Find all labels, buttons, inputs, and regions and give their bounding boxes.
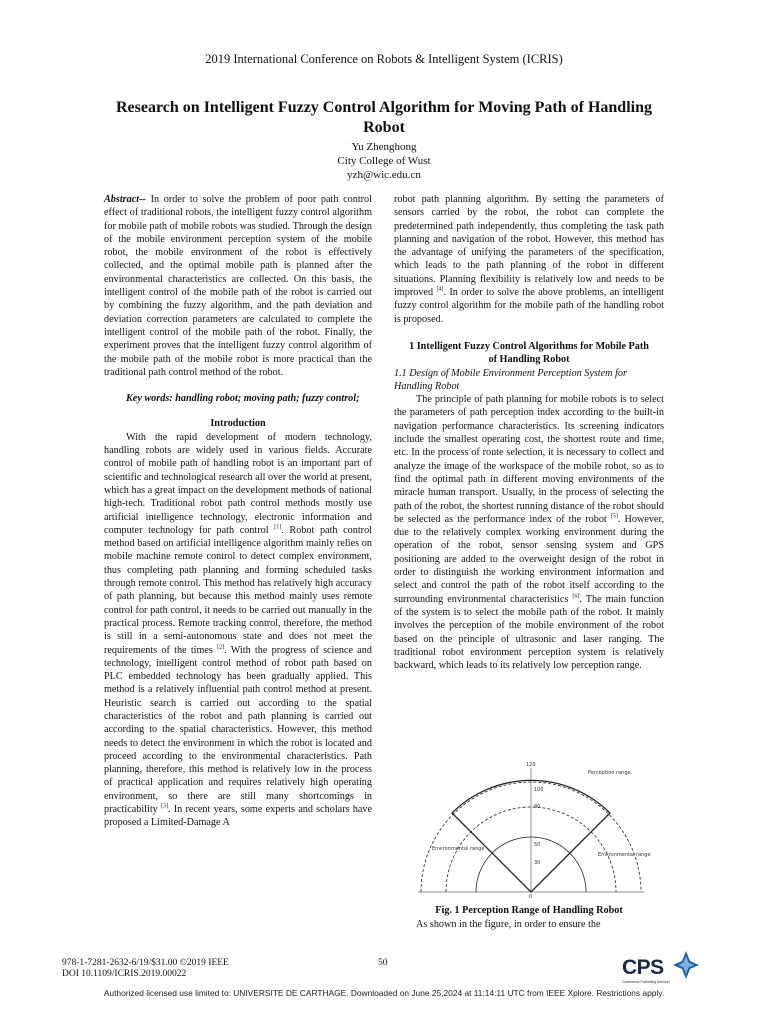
intro-text-3: . With the progress of science and technology, intelligent control method of robot path based on PLC embedded technology has been gradually applied. This method is a relatively influential path control method at present. Heuristic search is carried out according to the spatial characteristics of the robot and path planning is carried out according to the spatial characteristics. However, this method needs to detect the environment in which the robot is located and proceed according to the environmental characteristics. Path planning, therefore, this method is relatively low in the process of practical application and requires relatively high operating environment, so there are still many shortcomings in practicability bbox=[104, 644, 372, 816]
fig-label-0: 0 bbox=[529, 894, 533, 900]
fig-env-right-label: Environmental range bbox=[598, 852, 651, 858]
introduction-heading: Introduction bbox=[210, 418, 266, 430]
cps-logo-text: CPS bbox=[622, 956, 664, 979]
left-column bbox=[104, 193, 372, 830]
citation-1: [1] bbox=[274, 524, 282, 531]
abstract-label: Abstract-- bbox=[104, 194, 146, 205]
footer-doi: DOI 10.1109/ICRIS.2019.00022 bbox=[62, 969, 187, 979]
intro-text-2: . Robot path control method based on artificial intelligence algorithm mainly relies on mobile machine remote control to detect complex environment, thus completing path planning and forming scheduled tasks through remote control. This method has relatively high accuracy of path planning, but because this method mainly uses remote control for path control, it needs to be carried out manually in the practical process. Remote tracking control, therefore, the method is still in a semi-autonomous state and does not meet the requirements of the times bbox=[104, 524, 372, 656]
keywords-text: handling robot; moving path; fuzzy control; bbox=[172, 393, 360, 405]
conference-header: 2019 International Conference on Robots & Intelligent System (ICRIS) bbox=[205, 52, 563, 66]
section-1-heading: 1 Intelligent Fuzzy Control Algorithms for Mobile Path of Handling Robot bbox=[409, 340, 649, 366]
after-figure-text: As shown in the figure, in order to ensure the bbox=[416, 919, 601, 930]
fig-env-left-label: Environmental range bbox=[432, 846, 485, 852]
author-block bbox=[0, 140, 768, 182]
keywords-label: Key words: bbox=[126, 393, 173, 405]
abstract bbox=[104, 193, 372, 379]
fig-label-80: 80 bbox=[534, 804, 541, 810]
subsection-1-1-heading: 1.1 Design of Mobile Environment Perception System for Handling Robot bbox=[394, 367, 627, 392]
perception-range-figure bbox=[418, 758, 651, 900]
paper-title: Research on Intelligent Fuzzy Control Algorithm for Moving Path of Handling Robot bbox=[116, 99, 652, 136]
intro-text-4: . In recent years, some experts and scholars have proposed a Limited-Damage A bbox=[104, 804, 373, 829]
intro-text-1: With the rapid development of modern technology, handling robots are widely used in various fields. Accurate control of mobile path of handling robot is an important part of scientific and technological research all over the world at present, which has a great impact on the development methods of national high-tech. Traditional robot path control methods mostly use artificial intelligence technology, electronic information and computer technology for path control bbox=[104, 431, 372, 536]
fig-label-50: 50 bbox=[534, 842, 541, 848]
citation-4: [4] bbox=[436, 286, 444, 293]
figure-caption: Fig. 1 Perception Range of Handling Robot bbox=[435, 905, 623, 916]
s1-text-a: The principle of path planning for mobile robots is to select the parameters of path perception index according to the built-in navigation performance characteristics. Its screening indicators include the smallest operating cost, the shortest route and time, etc. In the process of route selection, it is necessary to collect and analyze the image of the workspace of the mobile robot, so as to find the optimal path in different moving environments of the miracle human transport. Usually, in the process of selecting the path of the robot, the shortest running distance of the robot should be selected as the performance index of the robot bbox=[394, 394, 664, 525]
cps-star-icon bbox=[672, 950, 700, 980]
author-email: yzh@wic.edu.cn bbox=[347, 169, 421, 181]
citation-2: [2] bbox=[217, 644, 225, 651]
citation-6: [6] bbox=[572, 593, 580, 600]
fig-perception-label: Perception range bbox=[588, 770, 631, 776]
introduction-paragraph bbox=[104, 431, 372, 830]
abstract-text: In order to solve the problem of poor path control effect of traditional robots, the intelligent fuzzy control algorithm for mobile path of mobile robots was studied. Through the design of the mobile environment perception system of the mobile robot, the mobile environment of the robot is effectively collected, and the optimal mobile path is planned after the environmental characteristics are collected. On this basis, the intelligent control of the mobile path of the robot is carried out by combining the fuzzy algorithm, and the path deviation and deviation correction parameters are calculated to complete the intelligent control of the mobile path of the robot. Finally, the experiment proves that the intelligent fuzzy control algorithm of the mobile path of the mobile robot is more practical than the traditional path control method of the robot. bbox=[104, 194, 372, 378]
authorized-use-notice: Authorized licensed use limited to: UNIVERSITE DE CARTHAGE. Downloaded on June 25,2024 at 11:14:11 UTC from IEEE Xplore. Restrictions apply. bbox=[103, 988, 665, 998]
cps-logo-subtext: Conference Publishing Services bbox=[622, 980, 671, 984]
keywords bbox=[104, 392, 372, 405]
right-text-2: . In order to solve the above problems, an intelligent fuzzy control algorithm for the mobile path of the handling robot is proposed. bbox=[394, 287, 664, 325]
fig-label-120: 120 bbox=[526, 762, 536, 768]
author-affiliation: City College of Wust bbox=[337, 155, 431, 167]
right-column bbox=[394, 193, 664, 672]
author-name: Yu Zhenghong bbox=[351, 141, 417, 153]
right-paragraph-1 bbox=[394, 193, 664, 326]
footer-isbn: 978-1-7281-2632-6/19/$31.00 ©2019 IEEE bbox=[62, 958, 229, 968]
section-1-paragraph bbox=[394, 393, 664, 672]
right-text-1: robot path planning algorithm. By setting the parameters of sensors carried by the robot, the robot can complete the predetermined path independently, thus completing the task path planning and navigation of the robot. However, this method has the advantage of unifying the parameters of the specification, which leads to the path planning of the robot in different situations. Planning flexibility is relatively low and needs to be improved bbox=[394, 194, 664, 299]
citation-5: [5] bbox=[610, 513, 618, 520]
s1-text-b: . However, due to the relatively complex working environment during the operation of the robot, sensor sensing system and GPS positioning are added to the overweight design of the robot in order to distinguish the working environment information and select and control the path of the robot itself according to the surrounding environmental characteristics bbox=[394, 513, 664, 605]
fig-label-30: 30 bbox=[534, 860, 541, 866]
fig-label-100: 100 bbox=[534, 787, 544, 793]
s1-text-c: . The main function of the system is to select the mobile path of the robot. It mainly involves the perception of the mobile environment of the robot based on the principle of ultrasonic and laser ranging. The traditional robot environment perception system is relatively backward, which leads to its relatively low perception range. bbox=[394, 593, 665, 672]
page-number: 50 bbox=[378, 958, 388, 968]
citation-3: [3] bbox=[160, 803, 168, 810]
footer-ids bbox=[62, 958, 229, 980]
cps-logo bbox=[622, 950, 702, 990]
